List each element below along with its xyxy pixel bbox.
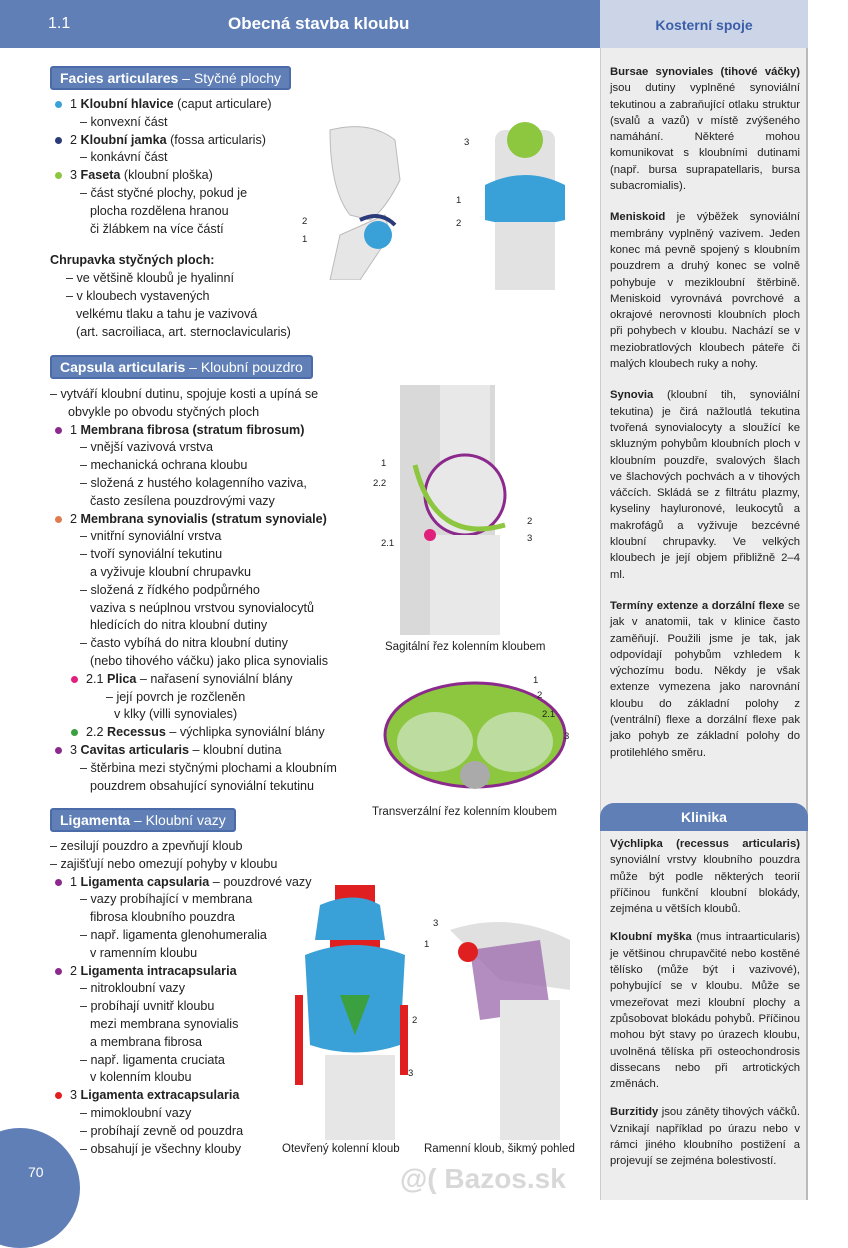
list-line <box>50 945 312 963</box>
sidebar-paragraph <box>610 598 800 761</box>
figure-label: 1 <box>456 195 462 206</box>
paragraph-term: Termíny extenze a dorzální flexe <box>610 599 785 612</box>
figure-label: 1 <box>424 939 430 950</box>
item-term: Ligamenta extracapsularia <box>80 1088 240 1103</box>
list-line <box>50 252 291 270</box>
list-line <box>50 927 312 945</box>
list-line <box>50 1141 312 1159</box>
item-text: – probíhají uvnitř kloubu <box>80 999 215 1014</box>
list-line <box>50 1052 312 1070</box>
item-text: – nitrokloubní vazy <box>80 981 186 996</box>
item-text: často zesílena pouzdrovými vazy <box>90 493 275 508</box>
facies-list <box>50 96 291 341</box>
item-text: – obsahují je všechny klouby <box>80 1141 242 1156</box>
item-term: Ligamenta intracapsularia <box>80 963 237 978</box>
item-term: Kloubní jamka <box>80 132 167 147</box>
sidebar-paragraph <box>610 64 800 194</box>
list-line <box>50 724 337 742</box>
figure-label: 2 <box>302 216 308 227</box>
item-text: – zesilují pouzdro a zpevňují kloub <box>50 839 243 853</box>
shoulder-joint-illustration <box>440 910 580 1140</box>
item-text: – konvexní část <box>80 114 168 129</box>
item-number: 2 <box>70 963 81 978</box>
list-line <box>50 891 312 909</box>
figure-label: 2.1 <box>381 538 395 549</box>
section-heading-facies <box>50 66 291 90</box>
item-text: – mimokloubní vazy <box>80 1105 192 1120</box>
watermark: @( Bazos.sk <box>400 1163 566 1194</box>
item-term: Plica <box>107 671 137 686</box>
paragraph-term: Synovia <box>610 389 654 402</box>
bullet-dot-icon <box>55 137 62 144</box>
list-line <box>50 1016 312 1034</box>
page-title: Obecná stavba kloubu <box>228 14 410 33</box>
figure-label: 2 <box>527 516 533 527</box>
item-text: – mechanická ochrana kloubu <box>80 458 248 473</box>
paragraph-text: (kloubní tih, synoviální tekutina) je čirá nažloutlá tekutina tvořená synovialocyty a sloužící ke skluzným pohybům kloubních ploch v kloubním pouzdře, svalových šlach ve šlachových pochvách a v tihových váčcích. Skládá se z filtrátu plazmy, kyseliny hayluronové, leukocytů a makrofágů a vyživuje bezcévné kloubní chrupavky. Ve velkých kloubech je její objem přibližně 2–4 ml. <box>610 389 800 581</box>
item-text: – pouzdrové vazy <box>209 874 312 889</box>
list-line <box>50 149 291 167</box>
bullet-dot-icon <box>55 427 62 434</box>
item-text: pouzdrem obsahující synoviální tekutinu <box>90 778 315 793</box>
list-line <box>50 760 337 778</box>
item-text: v klky (villi synoviales) <box>114 707 238 722</box>
paragraph-term: Výchlipka (recessus articularis) <box>610 838 800 850</box>
item-term: Membrana fibrosa (stratum fibrosum) <box>80 422 305 437</box>
list-line <box>50 457 337 475</box>
item-text: – tvoří synoviální tekutinu <box>80 547 223 562</box>
list-line <box>50 1123 312 1141</box>
list-line <box>50 493 337 511</box>
hip-joint-illustration <box>300 120 420 280</box>
item-term: Cavitas articularis <box>80 742 190 757</box>
paragraph-term: Burzitidy <box>610 1106 659 1119</box>
section-heading-capsula <box>50 355 313 379</box>
figure-label: 2.2 <box>373 478 387 489</box>
list-line <box>50 778 337 796</box>
item-text: – ve většině kloubů je hyalinní <box>66 271 235 286</box>
item-text: – vazy probíhající v membrana <box>80 892 253 907</box>
list-line <box>50 288 291 306</box>
item-text: hledících do nitra kloubní dutiny <box>90 618 268 633</box>
item-text: – výchlipka synoviální blány <box>165 725 325 740</box>
list-line <box>50 511 337 529</box>
list-line <box>50 422 337 440</box>
item-text: – kloubní dutina <box>189 742 282 757</box>
open-knee-illustration <box>285 885 418 1140</box>
figure-label: 2.1 <box>542 709 556 720</box>
item-text: v kolenním kloubu <box>90 1070 192 1085</box>
figure-label: 2 <box>456 218 462 229</box>
bullet-dot-icon <box>55 516 62 523</box>
item-number: 2 <box>70 132 81 147</box>
list-line <box>50 564 337 582</box>
list-line <box>50 671 337 689</box>
item-text: – často vybíhá do nitra kloubní dutiny <box>80 636 288 651</box>
list-line <box>50 270 291 288</box>
heading-bold: Facies articulares <box>60 70 179 86</box>
list-line <box>50 706 337 724</box>
figure-caption: Otevřený kolenní kloub <box>282 1143 400 1155</box>
list-line <box>50 1087 312 1105</box>
bullet-dot-icon <box>71 676 78 683</box>
list-line <box>50 874 312 892</box>
list-line <box>50 439 337 457</box>
bullet-dot-icon <box>55 101 62 108</box>
figure-label: 1 <box>302 234 308 245</box>
item-text: (art. sacroiliaca, art. sternoclavicularis) <box>76 324 291 339</box>
capsula-list <box>50 386 337 795</box>
heading-bold: Ligamenta <box>60 812 131 828</box>
list-line <box>50 324 291 342</box>
item-text: – vytváří kloubní dutinu, spojuje kosti a upíná se <box>50 387 319 401</box>
paragraph-text: synoviální vrstvy kloubního pouzdra může být podle některých teorií příčinou funkční kloubní blokády, zejména u větších kloubů. <box>610 854 800 916</box>
sidebar-text <box>610 64 800 776</box>
item-text: – vnější vazivová vrstva <box>80 440 213 455</box>
item-text: (kloubní ploška) <box>120 168 213 183</box>
item-term: Faseta <box>80 168 121 183</box>
page-number: 70 <box>28 1164 44 1180</box>
item-number: 3 <box>70 168 81 183</box>
section-header <box>600 0 808 48</box>
chapter-header <box>0 0 600 48</box>
figure-label: 2 <box>537 690 543 701</box>
list-line <box>50 132 291 150</box>
item-term: Membrana synovialis (stratum synoviale) <box>80 511 327 526</box>
heading-bold: Capsula articularis <box>60 359 186 375</box>
list-line <box>50 742 337 760</box>
section-title: Kosterní spoje <box>655 17 753 33</box>
item-text: (nebo tihového váčku) jako plica synovialis <box>90 653 329 668</box>
item-text: – konkávní část <box>80 150 168 165</box>
item-text: v ramenním kloubu <box>90 945 198 960</box>
heading-rest: – Kloubní vazy <box>130 812 226 828</box>
paragraph-text: je výběžek synoviální membrány vyplněný vazivem. Jeden konec má pevně spojený s kloubním pouzdrem a druhý konec se volně pohybuje v mezikloubní štěrbině. Meniskoid vyrovnává povrchové a okrajové nerovnosti kloubních ploch při pohybech v kloubu. Nachází se v meziobratlových kloubech páteře či malých kloubech ruky a nohy. <box>610 211 800 371</box>
figure-label: 3 <box>464 137 470 148</box>
list-line <box>50 546 337 564</box>
list-line <box>50 114 291 132</box>
list-line <box>50 1034 312 1052</box>
item-text: – v kloubech vystavených <box>66 288 210 303</box>
list-line <box>50 856 312 874</box>
paragraph-text: se jak v anatomii, tak v klinice často zaměňují. Použili jsme je tak, jak odpovídají pohybům vzhledem k výchozímu bodu. Někdy je však extenze vymezena jako narovnání kloubu do základní polohy z (ventrální) flexe a dorzální flexe pak jako pohyb ze základní polohy do protilehlého směru. <box>610 599 800 759</box>
heading-rest: – Styčné plochy <box>178 70 282 86</box>
list-line <box>50 404 337 422</box>
item-number: 2.2 <box>86 725 108 740</box>
figure-caption: Sagitální řez kolenním kloubem <box>385 641 546 653</box>
item-text: – např. ligamenta glenohumeralia <box>80 927 267 942</box>
item-text: – její povrch je rozčleněn <box>106 689 246 704</box>
list-line <box>50 653 337 671</box>
figure-caption: Ramenní kloub, šikmý pohled <box>424 1143 575 1155</box>
item-number: 2 <box>70 511 81 526</box>
item-text: – štěrbina mezi styčnými plochami a kloubním <box>80 760 337 775</box>
paragraph-term: Bursae synoviales (tihové váčky) <box>610 66 800 78</box>
figure-label: 3 <box>527 533 533 544</box>
item-number: 3 <box>70 742 81 757</box>
list-line <box>50 1069 312 1087</box>
paragraph-term: Kloubní myška <box>610 931 692 944</box>
bullet-dot-icon <box>71 729 78 736</box>
item-text: a vyživuje kloubní chrupavku <box>90 564 252 579</box>
list-line <box>50 528 337 546</box>
item-number: 1 <box>70 874 81 889</box>
item-text: velkému tlaku a tahu je vazivová <box>76 306 258 321</box>
list-line <box>50 221 291 239</box>
item-number: 1 <box>70 97 81 111</box>
list-line <box>50 306 291 324</box>
figure-label: 1 <box>381 458 387 469</box>
list-line <box>50 386 337 404</box>
heading-rest: – Kloubní pouzdro <box>185 359 303 375</box>
item-text: – probíhají zevně od pouzdra <box>80 1123 244 1138</box>
figure-label: 2 <box>412 1015 418 1026</box>
list-line <box>50 689 337 707</box>
bullet-dot-icon <box>55 879 62 886</box>
bullet-dot-icon <box>55 172 62 179</box>
list-line <box>50 1105 312 1123</box>
item-number: 1 <box>70 422 81 437</box>
sidebar-paragraph <box>610 209 800 372</box>
item-text: (fossa articularis) <box>166 132 266 147</box>
knee-bones-illustration <box>470 110 580 290</box>
figure-caption: Transverzální řez kolenním kloubem <box>372 806 557 818</box>
klinika-header: Klinika <box>600 803 808 831</box>
page-margin <box>808 0 848 1200</box>
bullet-dot-icon <box>55 1092 62 1099</box>
item-text: fibrosa kloubního pouzdra <box>90 910 235 925</box>
item-text: – část styčné plochy, pokud je <box>80 185 248 200</box>
list-line <box>50 600 337 618</box>
item-text: – nařasení synoviální blány <box>136 671 293 686</box>
section-heading-ligamenta <box>50 808 236 832</box>
list-line <box>50 617 337 635</box>
figure-label: 3 <box>408 1068 414 1079</box>
klinika-paragraph <box>610 929 800 1092</box>
klinika-paragraph <box>610 836 800 917</box>
sagittal-knee-illustration <box>395 385 525 635</box>
item-text: (caput articulare) <box>173 97 272 111</box>
list-line <box>50 185 291 203</box>
item-text: a membrana fibrosa <box>90 1034 202 1049</box>
item-text: plocha rozdělena hranou <box>90 203 229 218</box>
list-line <box>50 838 312 856</box>
bullet-dot-icon <box>55 747 62 754</box>
paragraph-text: (mus intraarticularis) je většinou chrupavčité nebo kostěné tělísko (může být i vazivové), pohybující se v kloubu. Může se vmezeřovat mezi kloubní plochy a způsobovat blokádu pohybů. Příčinou mohou být stavy po úrazech kloubu, uvolněná tělíska při osteochondrosis dissecans nebo při artrotických změnách. <box>610 931 800 1091</box>
list-line <box>50 167 291 185</box>
paragraph-text: jsou záněty tihových váčků. Vznikají například po úrazu nebo v rámci jiného kloubního postižení a projevují se zejména bolestivostí. <box>610 1106 800 1168</box>
paragraph-text: jsou dutiny vyplněné synoviální tekutinou a zabraňující otlaku struktur (svalů a vazů) v místě zvýšeného namáhání. Některé mohou komunikovat s kloubními dutinami (např. bursa suprapatellaris, bursa subacromialis). <box>610 82 800 193</box>
klinika-text <box>610 836 800 1182</box>
list-line <box>50 96 291 114</box>
list-line <box>50 203 291 221</box>
figure-label: 3 <box>564 731 570 742</box>
item-number: 3 <box>70 1088 81 1103</box>
list-line <box>50 635 337 653</box>
item-text: vaziva s neúplnou vrstvou synovialocytů <box>90 600 315 615</box>
item-text: – zajišťují nebo omezují pohyby v kloubu <box>50 856 278 871</box>
item-text: – složená z hustého kolagenního vaziva, <box>80 475 307 490</box>
item-text: – vnitřní synoviální vrstva <box>80 529 222 544</box>
list-line <box>50 963 312 981</box>
klinika-paragraph <box>610 1104 800 1169</box>
chapter-number: 1.1 <box>48 15 71 32</box>
item-text: obvykle po obvodu styčných ploch <box>68 404 260 419</box>
figure-label: 1 <box>533 675 539 686</box>
list-line <box>50 909 312 927</box>
item-term: Kloubní hlavice <box>80 97 174 111</box>
sidebar-paragraph <box>610 387 800 583</box>
list-line <box>50 980 312 998</box>
item-number: 2.1 <box>86 671 108 686</box>
item-text: – složená z řídkého podpůrného <box>80 582 260 597</box>
list-line <box>50 998 312 1016</box>
item-text: či žlábkem na více částí <box>90 221 224 236</box>
ligamenta-list <box>50 838 312 1158</box>
item-term: Ligamenta capsularia <box>80 874 210 889</box>
figure-label: 3 <box>433 918 439 929</box>
item-text: mezi membrana synovialis <box>90 1016 239 1031</box>
list-line <box>50 475 337 493</box>
list-line <box>50 582 337 600</box>
item-text: – např. ligamenta cruciata <box>80 1052 225 1067</box>
item-term: Chrupavka styčných ploch: <box>50 253 215 268</box>
bullet-dot-icon <box>55 968 62 975</box>
paragraph-term: Meniskoid <box>610 211 666 224</box>
item-term: Recessus <box>107 725 166 740</box>
